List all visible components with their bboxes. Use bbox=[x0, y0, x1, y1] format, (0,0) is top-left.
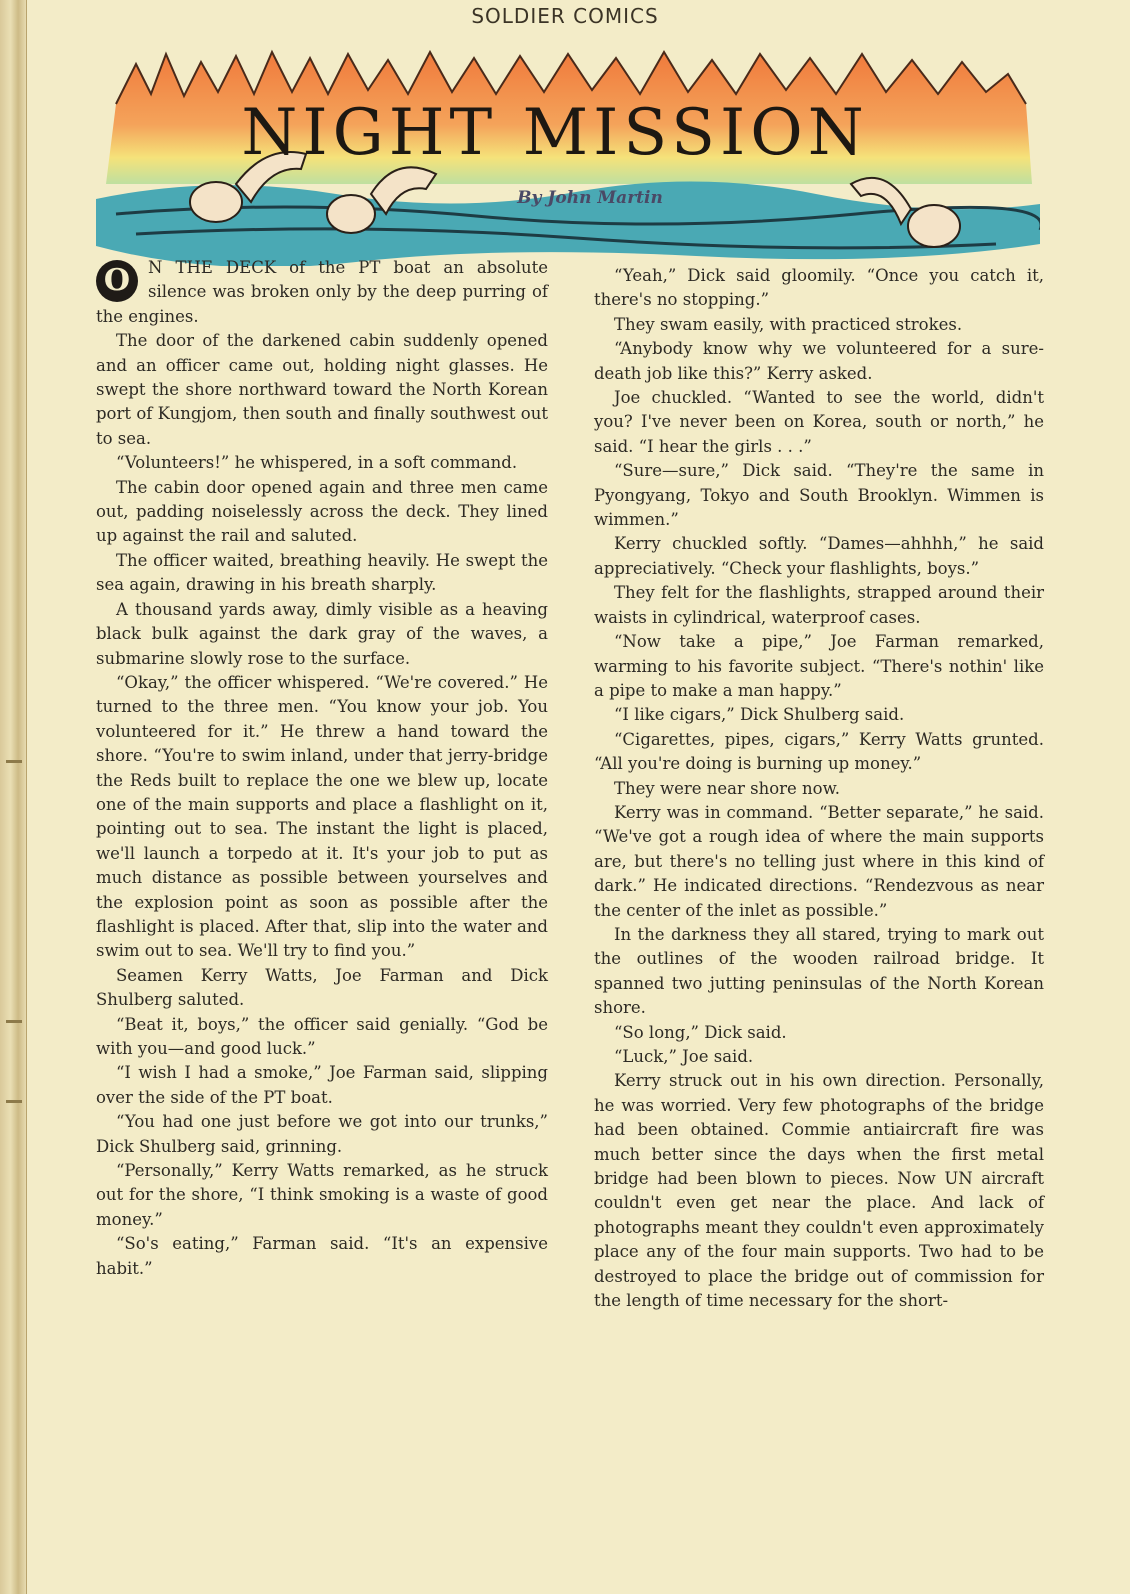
paragraph: “Anybody know why we volunteered for a sure-death job like this?” Kerry asked. bbox=[594, 339, 1044, 383]
paragraph: “I like cigars,” Dick Shulberg said. bbox=[614, 705, 905, 725]
paragraph: “Now take a pipe,” Joe Farman remarked, warming to his favorite subject. “There's nothin' like a pipe to make a man happy.” bbox=[594, 632, 1044, 700]
paragraph: “I wish I had a smoke,” Joe Farman said, slipping over the side of the PT boat. bbox=[96, 1063, 548, 1107]
paragraph: “Yeah,” Dick said gloomily. “Once you catch it, there's no stopping.” bbox=[594, 266, 1044, 310]
paragraph: Kerry was in command. “Better separate,” he said. “We've got a rough idea of where the main supports are, but there's no telling just where in this kind of dark.” He indicated directions. “Rendezvous as near the center of the inlet as possible.” bbox=[594, 802, 1044, 920]
spine-staple-mark bbox=[6, 1100, 22, 1103]
paragraph: They were near shore now. bbox=[614, 778, 841, 798]
story-byline: By John Martin bbox=[517, 188, 663, 208]
paragraph: “Beat it, boys,” the officer said genially. “God be with you—and good luck.” bbox=[96, 1014, 548, 1058]
story-title: NIGHT MISSION bbox=[241, 96, 869, 170]
paragraph: The door of the darkened cabin suddenly opened and an officer came out, holding night glasses. He swept the shore northward toward the North Korean port of Kungjom, then south and finally southwest out to sea. bbox=[96, 331, 548, 448]
paragraph: The cabin door opened again and three men came out, padding noiselessly across the deck. They lined up against the rail and saluted. bbox=[96, 477, 548, 546]
paragraph: Kerry struck out in his own direction. Personally, he was worried. Very few photographs of the bridge had been obtained. Commie antiaircraft fire was much better since the days when the first metal bridge had been blown to pieces. Now UN aircraft couldn't even get near the place. And lack of photographs meant they couldn't even approximately place any of the four main supports. Two had to be destroyed to place the bridge out of commission for the length of time necessary for the short- bbox=[594, 1071, 1044, 1311]
paragraph: “Okay,” the officer whispered. “We're covered.” He turned to the three men. “You know your job. You volunteered for it.” He threw a hand toward the shore. “You're to swim inland, under that jerry-bridge the Reds built to replace the one we blew up, locate one of the main supports and place a flashlight on it, pointing out to sea. The instant the light is placed, we'll launch a torpedo at it. It's your job to put as much distance as possible between yourselves and the explosion point as soon as possible after the flashlight is placed. After that, slip into the water and swim out to sea. We'll try to find you.” bbox=[96, 672, 548, 961]
paragraph: “Volunteers!” he whispered, in a soft command. bbox=[116, 453, 518, 473]
spine-staple-mark bbox=[6, 760, 22, 763]
paragraph: “So's eating,” Farman said. “It's an expensive habit.” bbox=[96, 1234, 548, 1278]
text-column-left bbox=[96, 256, 548, 1281]
paragraph: O N THE DECK of the PT boat an absolute silence was broken only by the deep purring of the engines. bbox=[96, 258, 548, 326]
paragraph: “So long,” Dick said. bbox=[614, 1022, 787, 1042]
paragraph: Seamen Kerry Watts, Joe Farman and Dick Shulberg saluted. bbox=[96, 965, 548, 1010]
running-head: SOLDIER COMICS bbox=[471, 4, 659, 28]
paragraph: Kerry chuckled softly. “Dames—ahhhh,” he said appreciatively. “Check your flashlights, boys.” bbox=[594, 534, 1044, 578]
paragraph: “Personally,” Kerry Watts remarked, as he struck out for the shore, “I think smoking is a waste of good money.” bbox=[96, 1161, 548, 1229]
paragraph: In the darkness they all stared, trying to mark out the outlines of the wooden railroad bridge. It spanned two jutting peninsulas of the North Korean shore. bbox=[594, 924, 1044, 1018]
paragraph: “Sure—sure,” Dick said. “They're the same in Pyongyang, Tokyo and South Brooklyn. Wimmen is wimmen.” bbox=[594, 461, 1044, 530]
drop-cap: O bbox=[96, 260, 138, 302]
paragraph: “Cigarettes, pipes, cigars,” Kerry Watts grunted. “All you're doing is burning up money.” bbox=[594, 729, 1044, 774]
paragraph: “Luck,” Joe said. bbox=[614, 1047, 754, 1066]
paragraph: A thousand yards away, dimly visible as a heaving black bulk against the dark gray of the waves, a submarine slowly rose to the surface. bbox=[96, 599, 548, 668]
paragraph: The officer waited, breathing heavily. He swept the sea again, drawing in his breath sharply. bbox=[96, 550, 548, 595]
text-column-right bbox=[594, 264, 1044, 1313]
page-spine bbox=[0, 0, 27, 1594]
paragraph: They swam easily, with practiced strokes. bbox=[614, 314, 963, 334]
paragraph: They felt for the flashlights, strapped around their waists in cylindrical, waterproof cases. bbox=[594, 583, 1044, 627]
paragraph: Joe chuckled. “Wanted to see the world, didn't you? I've never been on Korea, south or north,” he said. “I hear the girls . . .” bbox=[594, 388, 1044, 456]
paragraph: “You had one just before we got into our trunks,” Dick Shulberg said, grinning. bbox=[96, 1112, 548, 1156]
spine-staple-mark bbox=[6, 1020, 22, 1023]
